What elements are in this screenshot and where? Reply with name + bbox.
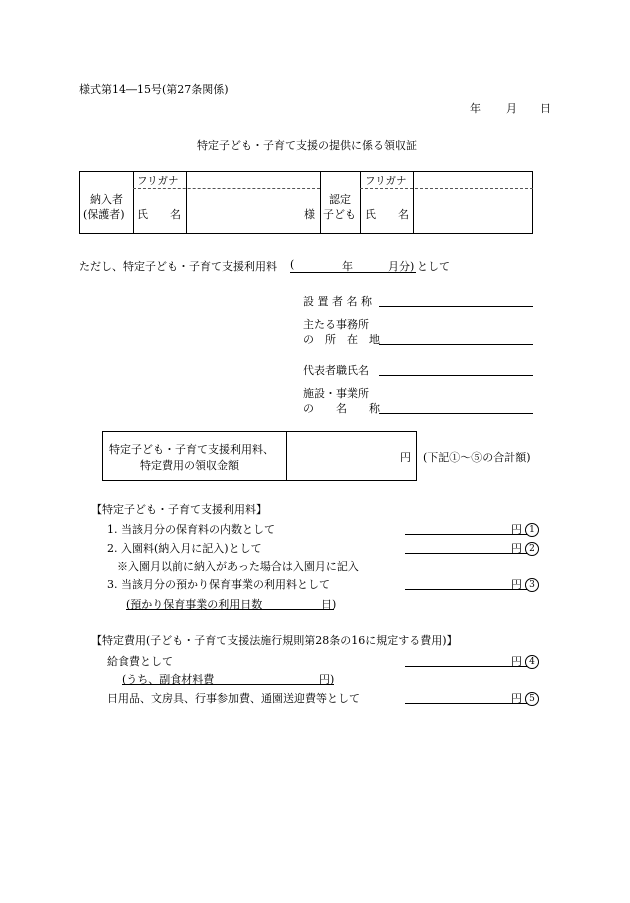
circled-1: 1	[525, 523, 539, 537]
circled-3: 3	[525, 578, 539, 592]
item1-field[interactable]	[405, 534, 527, 535]
proviso-underline	[290, 272, 416, 273]
item3-days-field[interactable]	[126, 609, 334, 610]
proviso-month: 月分)	[388, 260, 415, 273]
proviso-prefix: ただし、特定子ども・子育て支援利用料	[79, 260, 277, 273]
item2-label: 2. 入園料(納入月に記入)として	[107, 542, 262, 555]
amount-label-sub: 特定費用の領収金額	[140, 459, 239, 472]
item4-food-field[interactable]	[122, 684, 334, 685]
item4-label: 給食費として	[107, 655, 173, 668]
proviso-open: (	[290, 258, 295, 271]
payer-name-label: 氏 名	[137, 208, 181, 221]
sama-label: 様	[304, 208, 315, 221]
section2-heading: 【特定費用(子ども・子育て支援法施行規則第28条の16に規定する費用)】	[91, 634, 458, 647]
item3-sub-label: (預かり保育事業の利用日数	[126, 598, 263, 611]
date-month-label: 月	[506, 102, 517, 115]
item4-sub-end: 円)	[319, 673, 335, 686]
payer-name-field[interactable]	[188, 191, 303, 231]
item2-note: ※入園月以前に納入があった場合は入園月に記入	[117, 560, 359, 573]
representative-label: 代表者職氏名	[303, 364, 369, 377]
establisher-label: 設 置 者 名 称	[303, 295, 372, 308]
item3-yen: 円 3	[511, 576, 539, 592]
payer-label: 納入者	[90, 193, 123, 206]
item5-yen: 円 5	[511, 690, 539, 706]
item2-field[interactable]	[405, 553, 527, 554]
amount-box	[102, 431, 417, 481]
child-name-field[interactable]	[416, 191, 531, 231]
form-number: 様式第14―15号(第27条関係)	[79, 83, 229, 96]
item1-label: 1. 当該月分の保育料の内数として	[107, 523, 275, 536]
representative-field[interactable]	[379, 375, 533, 376]
child-label: 認定	[329, 193, 351, 206]
payer-furigana-label: フリガナ	[137, 175, 179, 187]
office-label: 主たる事務所	[303, 318, 369, 331]
office-label-sub: の 所 在 地	[303, 333, 380, 346]
proviso-suffix: として	[417, 260, 450, 273]
facility-field[interactable]	[379, 413, 533, 414]
amount-field[interactable]	[289, 436, 397, 476]
circled-2: 2	[525, 542, 539, 556]
item4-field[interactable]	[405, 666, 527, 667]
amount-yen: 円	[400, 451, 411, 464]
item1-yen: 円 1	[511, 521, 539, 537]
child-label-sub: 子ども	[323, 208, 356, 221]
item5-field[interactable]	[405, 703, 527, 704]
circled-5: 5	[525, 692, 539, 706]
payer-table	[79, 171, 533, 234]
child-furigana-field[interactable]	[416, 173, 531, 187]
item3-field[interactable]	[405, 589, 527, 590]
item3-label: 3. 当該月分の預かり保育事業の利用料として	[107, 578, 330, 591]
item4-sub-label: (うち、副食材料費	[122, 673, 215, 686]
amount-note: (下記①～⑤の合計額)	[423, 451, 531, 464]
payer-furigana-field[interactable]	[188, 173, 318, 187]
child-name-label: 氏 名	[365, 208, 409, 221]
item3-sub-end: 日)	[321, 598, 337, 611]
item5-label: 日用品、文房具、行事参加費、通園送迎費等として	[107, 692, 360, 705]
item4-yen: 円 4	[511, 653, 539, 669]
date-year-label: 年	[470, 102, 481, 115]
child-furigana-label: フリガナ	[365, 175, 407, 187]
page-title: 特定子ども・子育て支援の提供に係る領収証	[197, 139, 417, 152]
amount-label: 特定子ども・子育て支援利用料、	[109, 443, 274, 456]
payer-label-sub: (保護者)	[83, 208, 125, 221]
section1-heading: 【特定子ども・子育て支援利用料】	[91, 503, 267, 516]
establisher-field[interactable]	[379, 306, 533, 307]
proviso-year: 年	[342, 260, 353, 273]
office-field[interactable]	[379, 344, 533, 345]
facility-label-sub: の 名 称	[303, 402, 380, 415]
circled-4: 4	[525, 655, 539, 669]
item2-yen: 円 2	[511, 540, 539, 556]
facility-label: 施設・事業所	[303, 387, 369, 400]
date-day-label: 日	[540, 102, 551, 115]
